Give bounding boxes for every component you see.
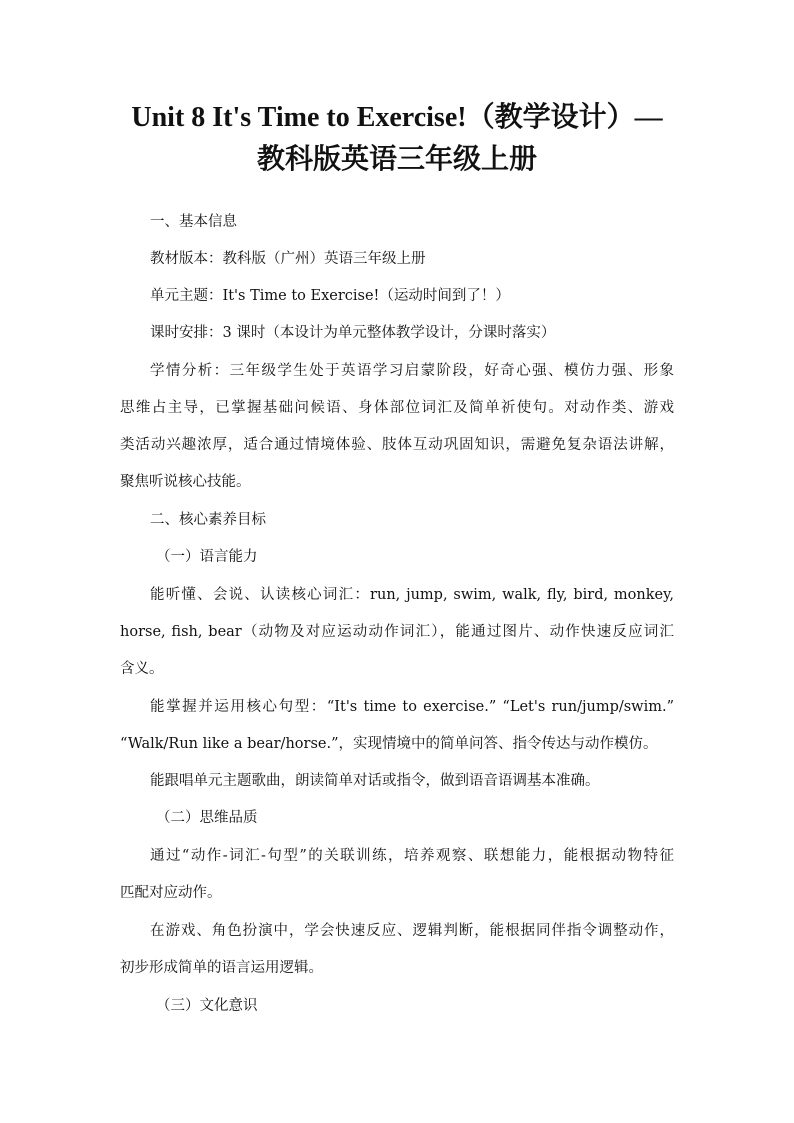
- vocabulary-goal-line: horse, fish, bear（动物及对应运动动作词汇），能通过图片、动作快速反应词汇: [120, 624, 674, 640]
- sentence-goal-line: 能掌握并运用核心句型：“It's time to exercise.” “Let's run/jump/swim.”: [150, 699, 674, 715]
- subheading-language-ability: （一）语言能力: [156, 549, 258, 565]
- subheading-thinking-quality: （二）思维品质: [156, 810, 258, 826]
- section-heading-basic-info: 一、基本信息: [150, 214, 237, 230]
- lesson-schedule: 课时安排：3 课时（本设计为单元整体教学设计，分课时落实）: [150, 325, 556, 341]
- unit-theme: 单元主题：It's Time to Exercise!（运动时间到了！）: [150, 288, 510, 304]
- textbook-version: 教材版本：教科版（广州）英语三年级上册: [150, 251, 426, 267]
- game-goal-line: 初步形成简单的语言运用逻辑。: [120, 960, 323, 976]
- thinking-goal-line: 匹配对应动作。: [120, 885, 222, 901]
- learner-analysis-line: 思维占主导，已掌握基础问候语、身体部位词汇及简单祈使句。对动作类、游戏: [120, 400, 674, 416]
- learner-analysis-line: 类活动兴趣浓厚，适合通过情境体验、肢体互动巩固知识，需避免复杂语法讲解，: [120, 437, 674, 453]
- section-heading-core-goals: 二、核心素养目标: [150, 512, 266, 528]
- sentence-goal-line: “Walk/Run like a bear/horse.”，实现情境中的简单问答、指令传达与动作模仿。: [120, 736, 658, 752]
- vocabulary-goal-line: 能听懂、会说、认读核心词汇：run, jump, swim, walk, fly, bird, monkey,: [150, 587, 674, 603]
- learner-analysis-line: 学情分析：三年级学生处于英语学习启蒙阶段，好奇心强、模仿力强、形象: [150, 363, 674, 379]
- subheading-cultural-awareness: （三）文化意识: [156, 998, 258, 1014]
- learner-analysis-line: 聚焦听说核心技能。: [120, 474, 251, 490]
- document-title-line-1: Unit 8 It's Time to Exercise!（教学设计）—: [131, 102, 663, 133]
- game-goal-line: 在游戏、角色扮演中，学会快速反应、逻辑判断，能根据同伴指令调整动作，: [150, 923, 674, 939]
- thinking-goal-line: 通过“动作-词汇-句型”的关联训练，培养观察、联想能力，能根据动物特征: [150, 848, 674, 864]
- document-title-line-2: 教科版英语三年级上册: [256, 144, 537, 175]
- song-goal: 能跟唱单元主题歌曲，朗读简单对话或指令，做到语音语调基本准确。: [150, 773, 600, 789]
- vocabulary-goal-line: 含义。: [120, 661, 164, 677]
